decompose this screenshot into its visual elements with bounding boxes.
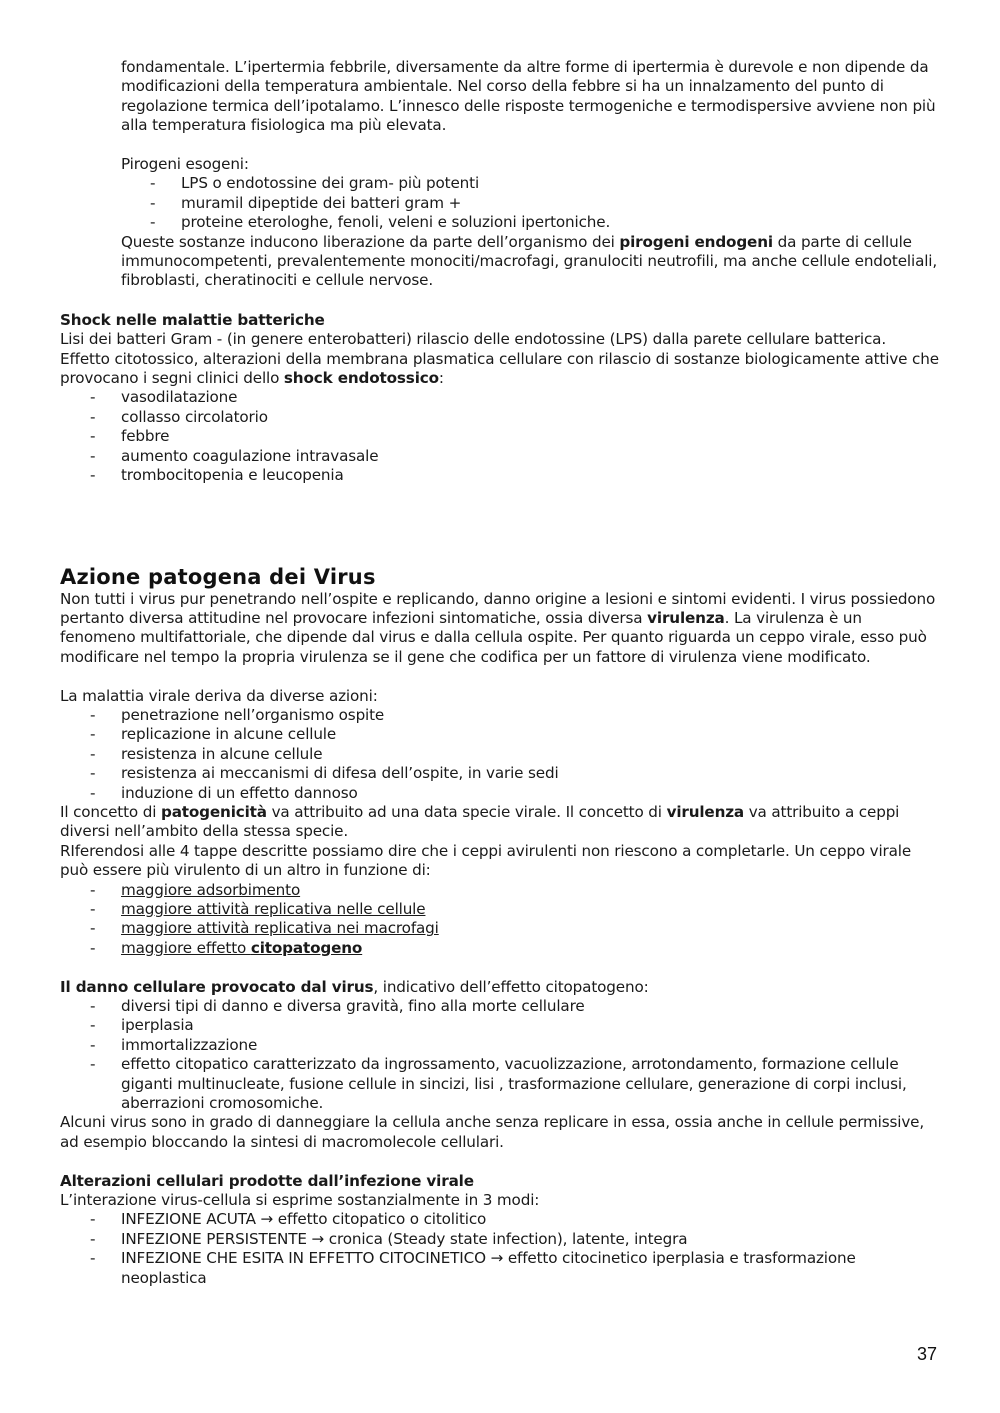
list-item: - maggiore attività replicativa nelle cellule xyxy=(60,900,940,919)
list-item: - INFEZIONE ACUTA → effetto citopatico o citolitico xyxy=(60,1210,940,1229)
list-item: - INFEZIONE CHE ESITA IN EFFETTO CITOCINETICO → effetto citocinetico iperplasia e trasformazione neoplastica xyxy=(60,1249,940,1288)
infection-types-list xyxy=(60,1210,940,1288)
list-item: - maggiore attività replicativa nei macrofagi xyxy=(60,919,940,938)
list-item: - INFEZIONE PERSISTENTE → cronica (Steady state infection), latente, integra xyxy=(60,1230,940,1249)
document-page xyxy=(60,58,940,1288)
list-item: - iperplasia xyxy=(60,1016,940,1035)
shock-paragraph: Lisi dei batteri Gram - (in genere enterobatteri) rilascio delle endotossine (LPS) dalla parete cellulare batterica. Effetto citotossico, alterazioni della membrana plasmatica cellulare con rilascio di sostanze biologicamente attive che provocano i segni clinici dello shock endotossico: xyxy=(60,330,939,388)
list-item: - replicazione in alcune cellule xyxy=(60,725,940,744)
list-item: - immortalizzazione xyxy=(60,1036,940,1055)
list-item: - collasso circolatorio xyxy=(60,408,940,427)
cell-damage-intro: Il danno cellulare provocato dal virus, indicativo dell’effetto citopatogeno: xyxy=(60,977,649,996)
page-number: 37 xyxy=(917,1344,938,1364)
list-item: - resistenza ai meccanismi di difesa dell’ospite, in varie sedi xyxy=(60,764,940,783)
fever-paragraph: fondamentale. L’ipertermia febbrile, diversamente da altre forme di ipertermia è durevole e non dipende da modificazioni della temperatura ambientale. Nel corso della febbre si ha un innalzamento del punto di regolazione termica dell’ipotalamo. L’innesco delle risposte termogeniche e termodispersive avviene non più alla temperatura fisiologica ma più elevata. xyxy=(121,58,936,135)
list-item: - aumento coagulazione intravasale xyxy=(60,447,940,466)
shock-signs-list xyxy=(60,388,940,485)
list-item: - maggiore adsorbimento xyxy=(60,881,940,900)
virulence-factors-list xyxy=(60,881,940,959)
list-item: - effetto citopatico caratterizzato da ingrossamento, vacuolizzazione, arrotondamento, formazione cellule giganti multinucleate, fusione cellule in sincizi, lisi , trasformazione cellulare, generazione di corpi inclusi, aberrazioni cromosomiche. xyxy=(60,1055,940,1113)
list-item: - maggiore effetto citopatogeno xyxy=(60,939,940,958)
bold-term: citopatogeno xyxy=(250,938,363,957)
list-item: - muramil dipeptide dei batteri gram + xyxy=(60,194,940,213)
bold-term: virulenza xyxy=(647,608,725,627)
section-title-alterations: Alterazioni cellulari prodotte dall’infezione virale xyxy=(60,1171,474,1190)
endogenous-pyrogens-paragraph: Queste sostanze inducono liberazione da parte dell’organismo dei pirogeni endogeni da parte di cellule immunocompetenti, prevalentemente monociti/macrofagi, granulociti neutrofili, ma anche cellule endoteliali, fibroblasti, cheratinociti e cellule nervose. xyxy=(121,232,938,290)
list-item: - LPS o endotossine dei gram- più potenti xyxy=(60,174,940,193)
strains-paragraph: RIferendosi alle 4 tappe descritte possiamo dire che i ceppi avirulenti non riescono a completarle. Un ceppo virale può essere più virulento di un altro in funzione di: xyxy=(60,841,912,880)
list-item: - proteine eterologhe, fenoli, veleni e soluzioni ipertoniche. xyxy=(60,213,940,232)
pathogenicity-paragraph: Il concetto di patogenicità va attribuito ad una data specie virale. Il concetto di virulenza va attribuito a ceppi diversi nell’ambito della stessa specie. xyxy=(60,802,900,841)
list-item: - diversi tipi di danno e diversa gravità, fino alla morte cellulare xyxy=(60,997,940,1016)
viral-disease-title: La malattia virale deriva da diverse azioni: xyxy=(60,686,378,705)
list-item: - resistenza in alcune cellule xyxy=(60,745,940,764)
list-item: - febbre xyxy=(60,427,940,446)
section-heading-virus: Azione patogena dei Virus xyxy=(60,564,376,589)
virulence-paragraph: Non tutti i virus pur penetrando nell’ospite e replicando, danno origine a lesioni e sintomi evidenti. I virus possiedono pertanto diversa attitudine nel provocare infezioni sintomatiche, ossia diversa virulenza. La virulenza è un fenomeno multifattoriale, che dipende dal virus e dalla cellula ospite. Per quanto riguarda un ceppo virale, esso può modificare nel tempo la propria virulenza se il gene che codifica per un fattore di virulenza viene modificato. xyxy=(60,589,936,666)
viral-disease-list xyxy=(60,706,940,803)
bold-term: pirogeni endogeni xyxy=(619,232,773,251)
list-item: - vasodilatazione xyxy=(60,388,940,407)
alterations-intro: L’interazione virus-cellula si esprime sostanzialmente in 3 modi: xyxy=(60,1191,540,1210)
non-replicating-damage-paragraph: Alcuni virus sono in grado di danneggiare la cellula anche senza replicare in essa, ossia anche in cellule permissive, ad esempio bloccando la sintesi di macromolecole cellulari. xyxy=(60,1113,925,1151)
section-title-shock: Shock nelle malattie batteriche xyxy=(60,310,325,329)
list-item: - trombocitopenia e leucopenia xyxy=(60,466,940,485)
exogenous-pyrogens-title: Pirogeni esogeni: xyxy=(121,155,249,174)
list-item: - penetrazione nell’organismo ospite xyxy=(60,706,940,725)
bold-term: patogenicità xyxy=(160,802,267,821)
bold-term: shock endotossico xyxy=(283,369,439,388)
cell-damage-list xyxy=(60,997,940,1113)
bold-term: virulenza xyxy=(666,802,745,821)
list-item: - induzione di un effetto dannoso xyxy=(60,784,940,803)
exogenous-pyrogens-list xyxy=(60,174,940,232)
